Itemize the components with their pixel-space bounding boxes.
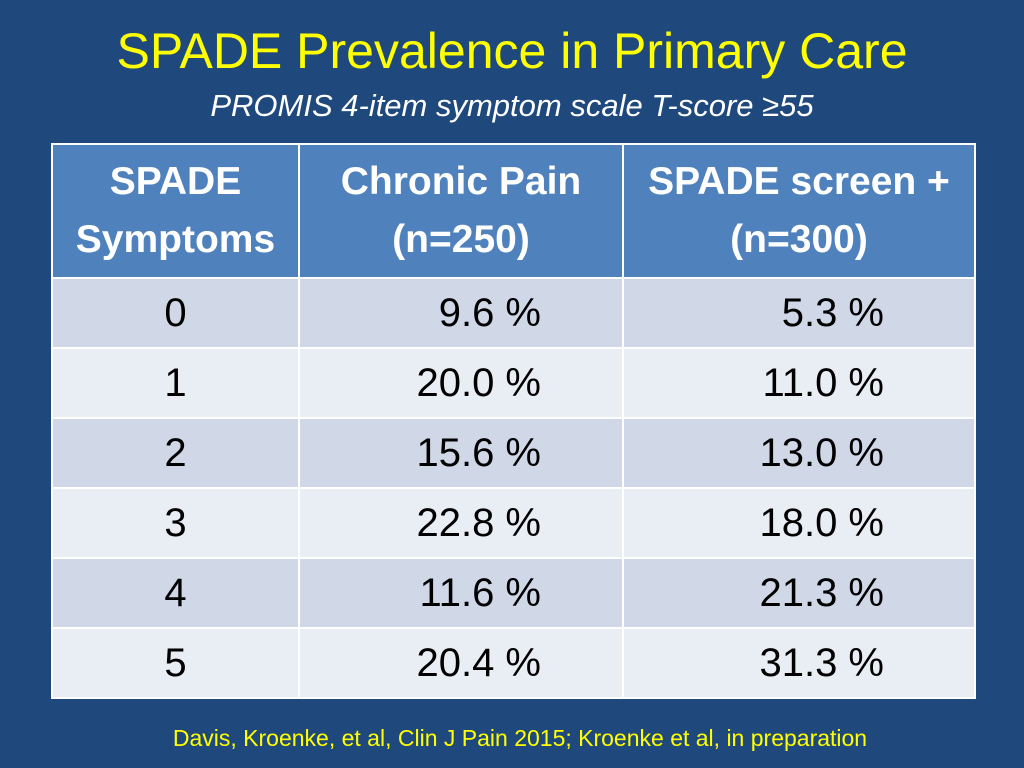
chronic-pain-cell [299, 418, 623, 488]
chronic-pain-cell [299, 348, 623, 418]
slide-title: SPADE Prevalence in Primary Care [116, 23, 908, 79]
cell-value: 21.3 % [759, 570, 884, 615]
header-line: (n=300) [730, 218, 868, 261]
cell-value: 13.0 % [759, 430, 884, 475]
spade-screen-cell [623, 278, 975, 348]
header-line: SPADE screen + [648, 160, 950, 203]
cell-value: 18.0 % [759, 500, 884, 545]
spade-screen-cell [623, 628, 975, 698]
table-row [52, 558, 975, 628]
cell-value: 31.3 % [759, 640, 884, 685]
cell-value: 9.6 % [438, 290, 541, 335]
table-row [52, 348, 975, 418]
spade-screen-cell [623, 348, 975, 418]
chronic-pain-cell [299, 558, 623, 628]
symptom-count-cell: 1 [52, 348, 299, 418]
table-row [52, 418, 975, 488]
chronic-pain-cell [299, 488, 623, 558]
chronic-pain-cell [299, 278, 623, 348]
symptom-count-cell: 5 [52, 628, 299, 698]
symptom-count-cell: 2 [52, 418, 299, 488]
cell-value: 15.6 % [416, 430, 541, 475]
chronic-pain-cell [299, 628, 623, 698]
header-spade-symptoms [52, 144, 299, 278]
cell-value: 11.0 % [762, 360, 884, 405]
table-row [52, 488, 975, 558]
spade-screen-cell [623, 418, 975, 488]
cell-value: 20.4 % [416, 640, 541, 685]
header-chronic-pain [299, 144, 623, 278]
table-header-row [52, 144, 975, 278]
header-line: Symptoms [75, 218, 276, 261]
citation-footer: Davis, Kroenke, et al, Clin J Pain 2015; Kroenke et al, in preparation [172, 725, 868, 751]
slide-subtitle: PROMIS 4-item symptom scale T-score ≥55 [210, 88, 814, 123]
header-line: Chronic Pain [340, 160, 582, 203]
table-row [52, 278, 975, 348]
symptom-count-cell: 0 [52, 278, 299, 348]
symptom-count-cell: 3 [52, 488, 299, 558]
cell-value: 20.0 % [416, 360, 541, 405]
symptom-count-cell: 4 [52, 558, 299, 628]
header-line: (n=250) [392, 218, 530, 261]
header-line: SPADE [109, 160, 242, 203]
header-spade-screen [623, 144, 975, 278]
cell-value: 22.8 % [416, 500, 541, 545]
cell-value: 11.6 % [419, 570, 541, 615]
spade-screen-cell [623, 488, 975, 558]
prevalence-table [51, 143, 976, 699]
table-row [52, 628, 975, 698]
spade-screen-cell [623, 558, 975, 628]
cell-value: 5.3 % [781, 290, 884, 335]
